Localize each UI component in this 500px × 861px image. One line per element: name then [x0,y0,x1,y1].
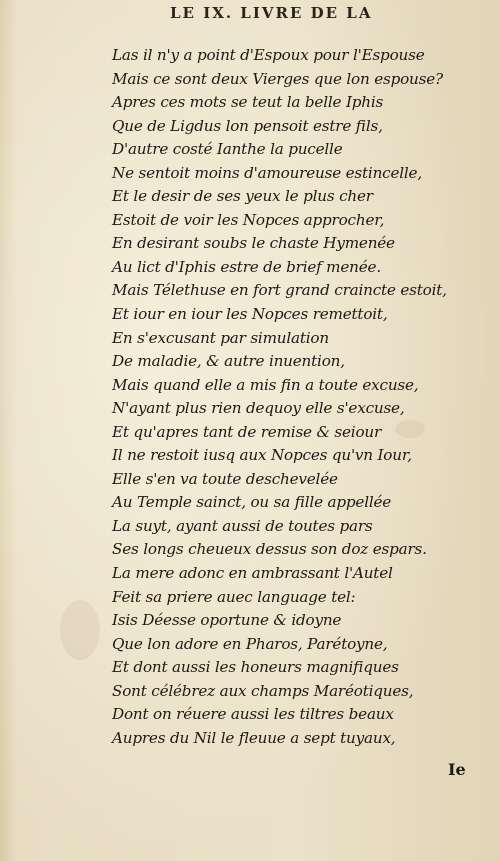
verse-line: Et dont aussi les honeurs magnifiques [112,658,399,677]
verse-line: Il ne restoit iusq aux Nopces qu'vn Iour, [112,446,412,465]
verse-line: Las il n'y a point d'Espoux pour l'Espouse [112,46,425,64]
verse-line: Mais ce sont deux Vierges que lon espouse? [112,69,443,88]
verse-line: En s'excusant par simulation [112,328,329,347]
verse-line: Mais Télethuse en fort grand craincte estoit, [112,281,447,300]
verse-line: Que lon adore en Pharos, Parétoyne, [112,634,388,653]
catchword: Ie [448,760,466,779]
verse-line: Ses longs cheueux dessus son doz espars. [112,540,427,559]
verse-block [112,44,482,750]
paper-stain [60,600,100,660]
verse-line: Ne sentoit moins d'amoureuse estincelle, [112,163,422,182]
verse-line: En desirant soubs le chaste Hymenée [112,234,395,253]
verse-line: Que de Ligdus lon pensoit estre fils, [112,116,383,135]
verse-line: Et qu'apres tant de remise & seiour [112,422,382,441]
verse-line: Au Temple sainct, ou sa fille appellée [112,493,392,512]
verse-line: La mere adonc en ambrassant l'Autel [112,564,393,583]
verse-line: Apres ces mots se teut la belle Iphis [112,93,384,112]
verse-line: Aupres du Nil le fleuue a sept tuyaux, [112,728,396,747]
verse-line: Dont on réuere aussi les tiltres beaux [112,705,394,724]
verse-line: Sont célébrez aux champs Maréotiques, [112,681,414,700]
verse-line: La suyt, ayant aussi de toutes pars [112,516,373,535]
running-head: LE IX. LIVRE DE LA [170,4,373,22]
verse-line: Et iour en iour les Nopces remettoit, [112,305,388,324]
verse-line: Estoit de voir les Nopces approcher, [112,210,385,229]
verse-line: Au lict d'Iphis estre de brief menée. [112,257,381,276]
verse-line: D'autre costé Ianthe la pucelle [112,140,343,159]
verse-line: N'ayant plus rien dequoy elle s'excuse, [112,399,405,418]
verse-line: De maladie, & autre inuention, [112,352,345,371]
verse-line: Mais quand elle a mis fin a toute excuse, [112,375,419,394]
verse-line: Et le desir de ses yeux le plus cher [112,187,373,206]
verse-line: Feit sa priere auec language tel: [112,587,356,606]
verse-line: Isis Déesse oportune & idoyne [112,611,342,630]
verse-line: Elle s'en va toute deschevelée [112,469,338,488]
